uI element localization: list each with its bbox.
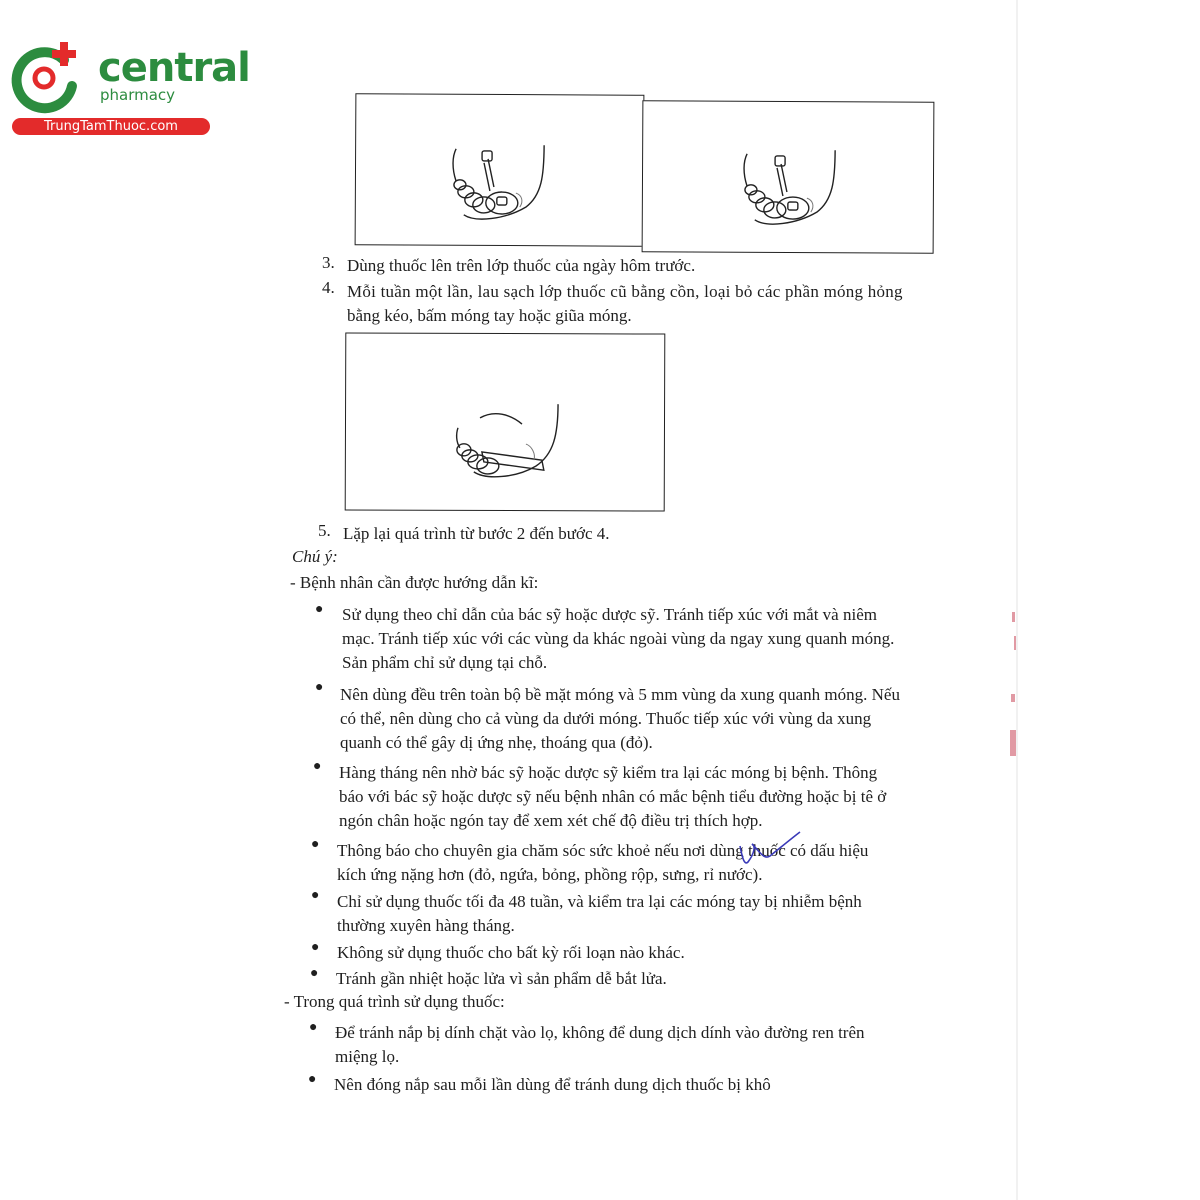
side-stamp-fragment-icon (1008, 610, 1022, 760)
bullet-item (337, 839, 952, 887)
scan-edge-line (1016, 0, 1018, 1200)
bullet-item (342, 603, 954, 675)
brand-name: central (98, 45, 250, 91)
step-number: 4. (322, 278, 335, 297)
foot-applicator-illustration (356, 94, 644, 246)
bullet-line: thường xuyên hàng tháng. (337, 916, 515, 935)
bullet-line: kích ứng nặng hơn (đỏ, ngứa, bỏng, phồng rộp, sưng, rỉ nước). (337, 865, 763, 884)
bullet-item (335, 1021, 949, 1069)
bullet-line: Chỉ sử dụng thuốc tối đa 48 tuần, và kiểm tra lại các móng tay bị nhiễm bệnh (337, 892, 862, 911)
bullet-line: quanh có thể gây dị ứng nhẹ, thoáng qua (đỏ). (340, 733, 653, 752)
step-text: Lặp lại quá trình từ bước 2 đến bước 4. (343, 524, 610, 543)
note-title: Chú ý: (292, 547, 338, 566)
bullet-item: Không sử dụng thuốc cho bất kỳ rối loạn nào khác. (337, 943, 685, 962)
bullet-item (337, 890, 951, 938)
brand-subtitle: pharmacy (100, 86, 176, 104)
figure-nail-filing (345, 332, 666, 511)
step-text-line: Mỗi tuần một lần, lau sạch lớp thuốc cũ bằng cồn, loại bỏ các phần móng hỏng (347, 282, 903, 301)
bullet-icon: ● (311, 888, 320, 903)
bullet-icon: ● (315, 680, 324, 695)
bullet-line: Nên dùng đều trên toàn bộ bề mặt móng và 5 mm vùng da xung quanh móng. Nếu (340, 685, 900, 704)
brand-website-link[interactable]: TrungTamThuoc.com (12, 118, 210, 135)
step-text-line: bằng kéo, bấm móng tay hoặc giũa móng. (347, 306, 632, 325)
bullet-item: Nên đóng nắp sau mỗi lần dùng để tránh dung dịch thuốc bị khô (334, 1075, 771, 1094)
bullet-icon: ● (308, 1072, 317, 1087)
foot-filing-illustration (346, 333, 665, 510)
section-heading: - Trong quá trình sử dụng thuốc: (284, 992, 505, 1011)
bullet-line: Sử dụng theo chỉ dẫn của bác sỹ hoặc dược sỹ. Tránh tiếp xúc với mắt và niêm (342, 605, 877, 624)
bullet-icon: ● (311, 837, 320, 852)
bullet-item (339, 761, 954, 833)
section-heading: - Bệnh nhân cần được hướng dẫn kĩ: (290, 573, 539, 592)
handwritten-initial-mark (730, 826, 810, 870)
figure-toe-application-left (355, 93, 645, 247)
bullet-icon: ● (309, 1020, 318, 1035)
bullet-icon: ● (311, 940, 320, 955)
pharmacy-cross-logo-icon (10, 38, 90, 114)
bullet-item: Tránh gần nhiệt hoặc lửa vì sản phẩm dễ bắt lửa. (336, 969, 667, 988)
bullet-line: Thông báo cho chuyên gia chăm sóc sức khoẻ nếu nơi dùng thuốc có dấu hiệu (337, 841, 869, 860)
bullet-line: Sản phẩm chỉ sử dụng tại chỗ. (342, 653, 548, 672)
step-number: 3. (322, 253, 335, 272)
figure-toe-application-right (642, 100, 935, 254)
bullet-line: ngón chân hoặc ngón tay để xem xét chế độ điều trị thích hợp. (339, 811, 763, 830)
step-text: Dùng thuốc lên trên lớp thuốc của ngày hôm trước. (347, 256, 696, 275)
bullet-line: miệng lọ. (335, 1047, 400, 1066)
bullet-icon: ● (313, 759, 322, 774)
bullet-icon: ● (310, 966, 319, 981)
bullet-line: Để tránh nắp bị dính chặt vào lọ, không để dung dịch dính vào đường ren trên (335, 1023, 865, 1042)
brand-logo[interactable] (10, 38, 250, 138)
bullet-icon: ● (315, 602, 324, 617)
foot-applicator-illustration (643, 101, 934, 253)
bullet-line: Hàng tháng nên nhờ bác sỹ hoặc dược sỹ kiểm tra lại các móng bị bệnh. Thông (339, 763, 878, 782)
step-number: 5. (318, 521, 331, 540)
bullet-item (340, 683, 954, 755)
bullet-line: báo với bác sỹ hoặc dược sỹ nếu bệnh nhân có mắc bệnh tiểu đường hoặc bị tê ở (339, 787, 887, 806)
bullet-line: có thể, nên dùng cho cả vùng da dưới móng. Thuốc tiếp xúc với vùng da xung (340, 709, 872, 728)
bullet-line: mạc. Tránh tiếp xúc với các vùng da khác ngoài vùng da ngay xung quanh móng. (342, 629, 895, 648)
